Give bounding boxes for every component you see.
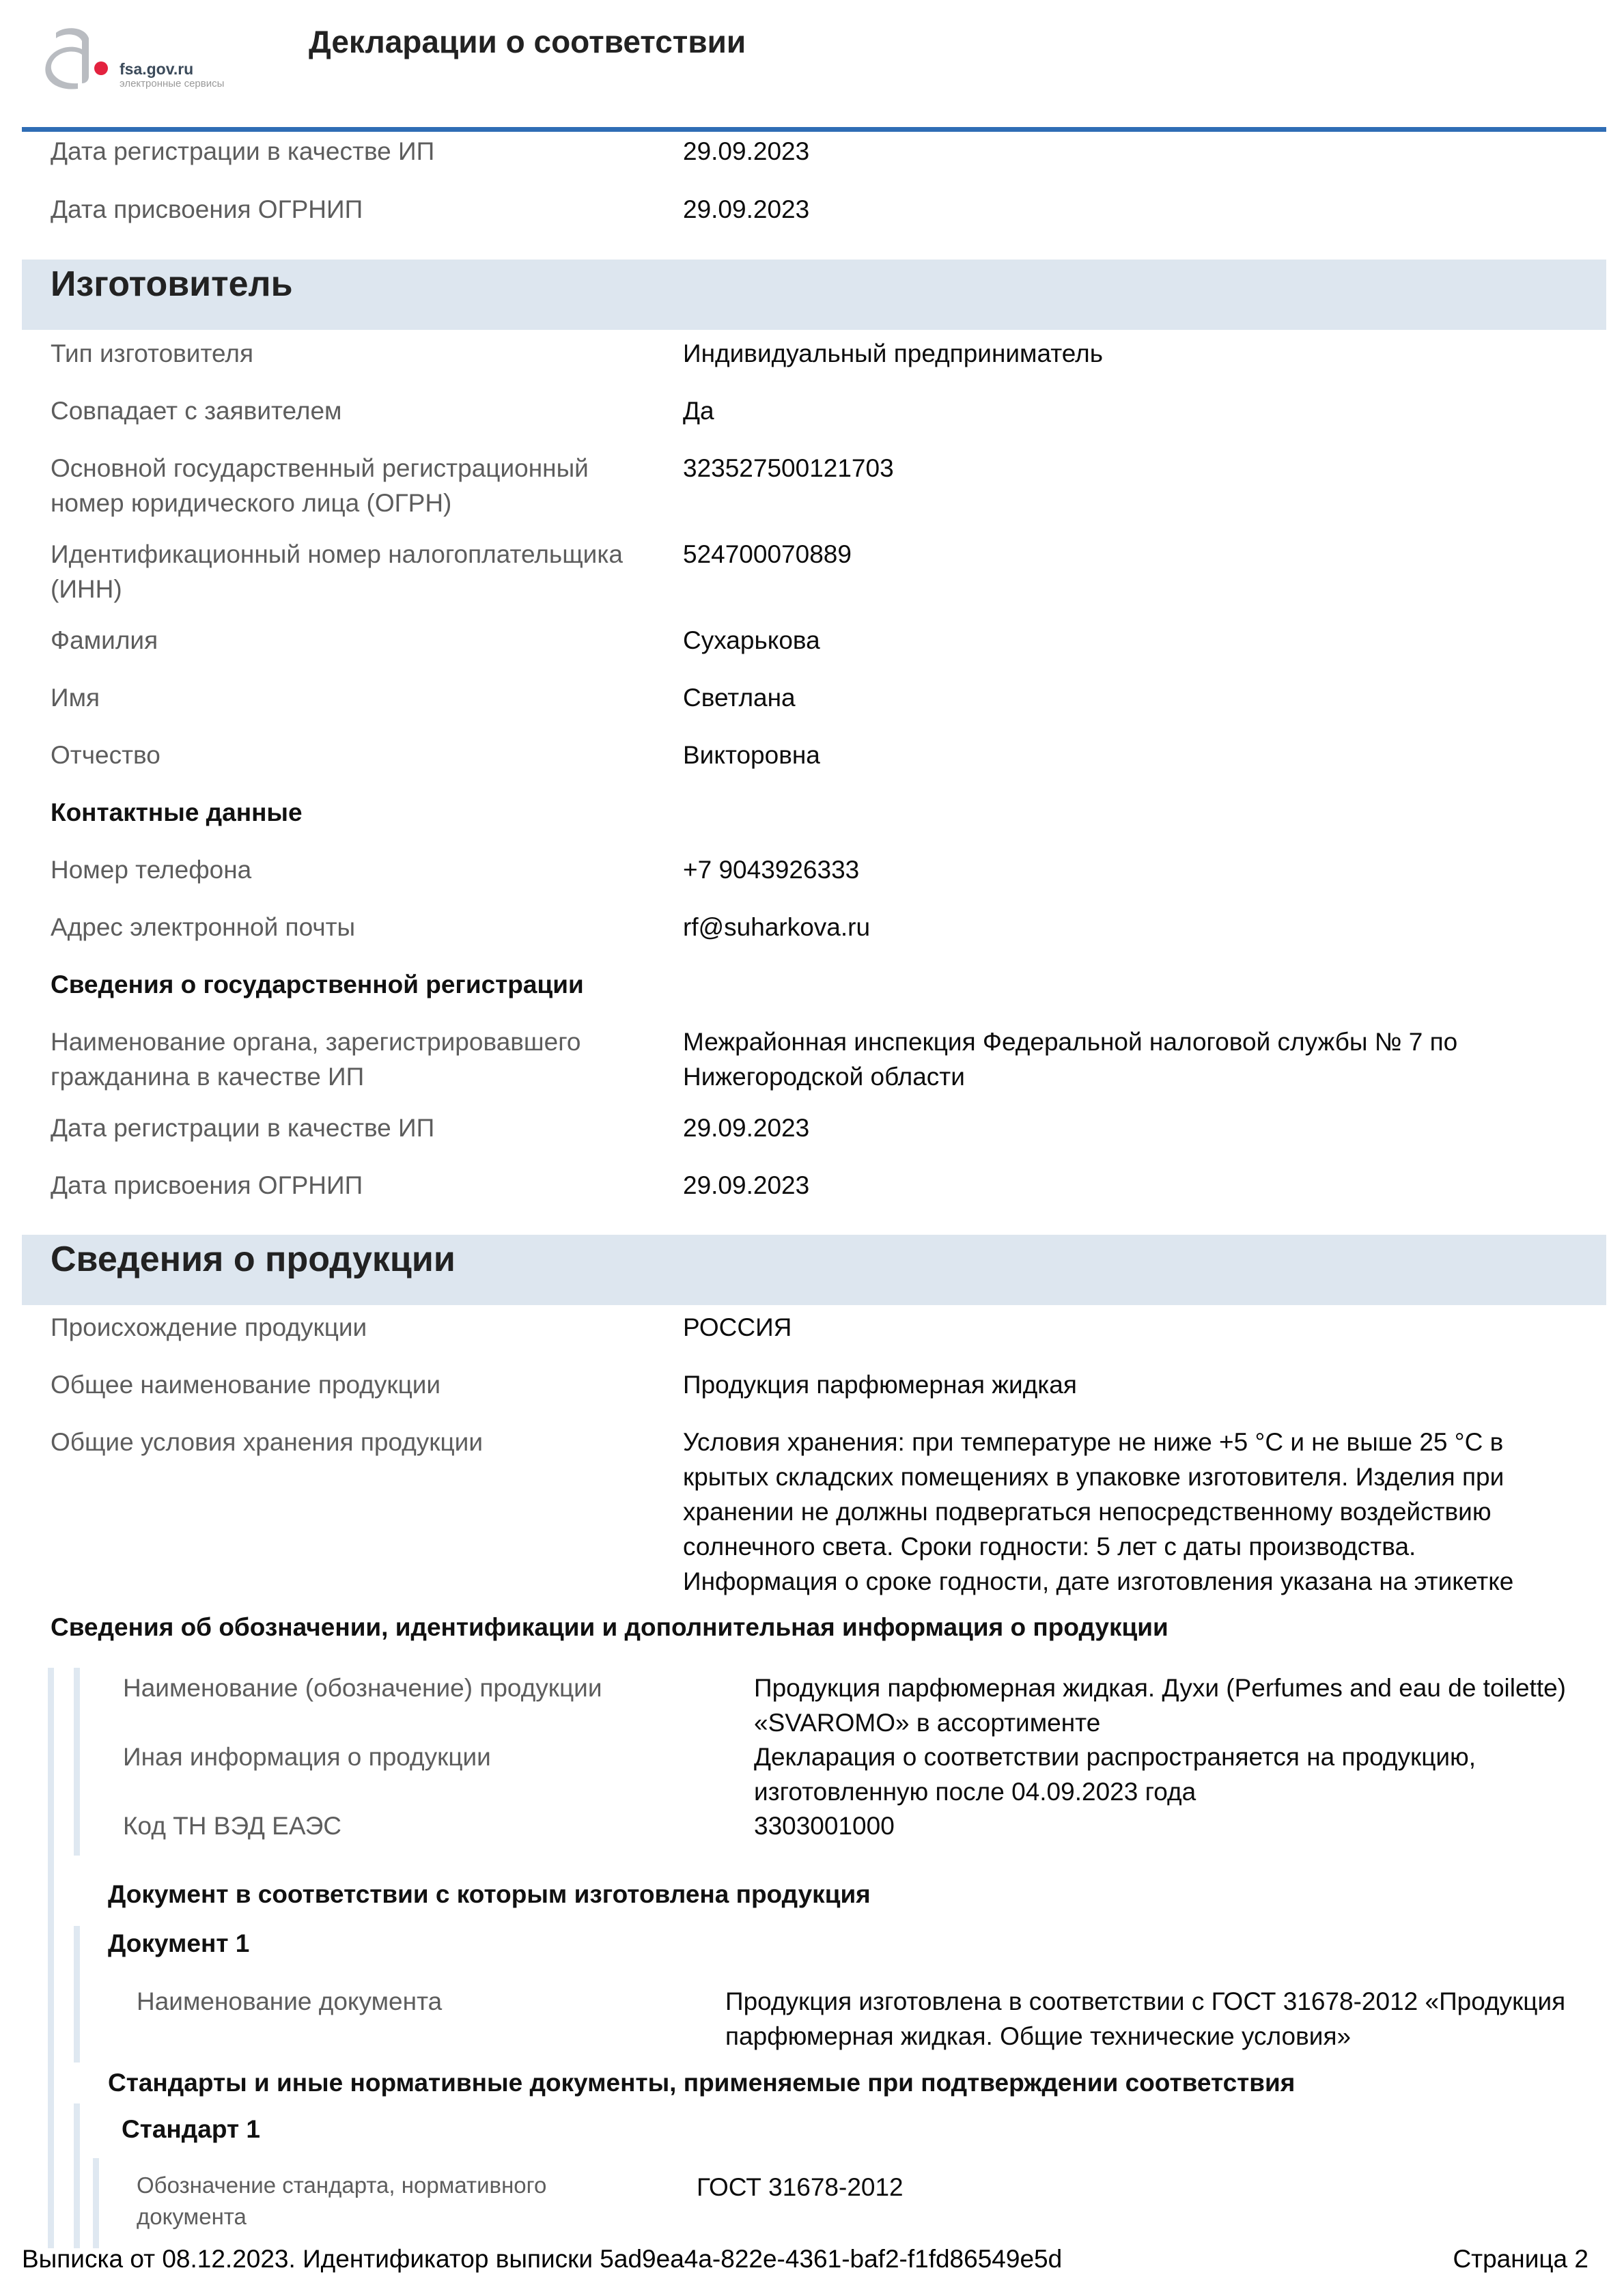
indent-bar-outer [48,1668,54,2248]
manufacturer-section-title: Изготовитель [51,264,293,304]
storage-line-5: Информация о сроке годности, дате изготовления указана на этикетке [683,1567,1514,1595]
state-registration-subtitle: Сведения о государственной регистрации [51,970,584,998]
top-ogrnip-date-value: 29.09.2023 [683,195,810,223]
fsa-logo-icon [44,23,120,92]
ogrn-value: 323527500121703 [683,454,894,482]
surname-label: Фамилия [51,626,158,654]
tn-ved-value: 3303001000 [754,1812,895,1840]
surname-value: Сухарькова [683,626,820,654]
first-name-value: Светлана [683,684,796,712]
standard-designation-label-line2: документа [137,2204,247,2229]
inn-label-line1: Идентификационный номер налогоплательщика [51,540,623,568]
storage-line-3: хранении не должны подвергаться непосредственному воздействию [683,1498,1492,1526]
general-name-value: Продукция парфюмерная жидкая [683,1371,1077,1399]
same-as-applicant-value: Да [683,397,714,425]
other-info-line1: Декларация о соответствии распространяется на продукцию, [754,1743,1476,1771]
general-name-label: Общее наименование продукции [51,1371,441,1399]
identification-subtitle: Сведения об обозначении, идентификации и дополнительная информация о продукции [51,1613,1168,1641]
reg-date-label: Дата регистрации в качестве ИП [51,1114,435,1142]
storage-line-2: крытых складских помещениях в упаковке изготовителя. Изделия при [683,1463,1504,1491]
first-name-label: Имя [51,684,100,712]
header-divider [22,127,1606,132]
other-info-line2: изготовленную после 04.09.2023 года [754,1778,1196,1806]
ogrnip-date-label: Дата присвоения ОГРНИП [51,1171,363,1199]
contacts-subtitle: Контактные данные [51,798,303,826]
ogrn-label-line1: Основной государственный регистрационный [51,454,589,482]
document-name-line2: парфюмерная жидкая. Общие технические условия» [725,2022,1352,2050]
footer-page-number: Страница 2 [1453,2245,1588,2273]
standard-1-title: Стандарт 1 [122,2115,260,2143]
document-1-title: Документ 1 [108,1929,250,1957]
page-title: Декларации о соответствии [309,24,746,59]
product-designation-line1: Продукция парфюмерная жидкая. Духи (Perfumes and eau de toilette) [754,1674,1567,1702]
inn-value: 524700070889 [683,540,852,568]
product-section-title: Сведения о продукции [51,1240,456,1279]
ogrnip-date-value: 29.09.2023 [683,1171,810,1199]
standard-designation-value: ГОСТ 31678-2012 [697,2173,904,2201]
top-reg-date-value: 29.09.2023 [683,137,810,165]
standard-designation-label-line1: Обозначение стандарта, нормативного [137,2172,547,2198]
other-info-label: Иная информация о продукции [123,1743,491,1771]
storage-line-4: солнечного света. Сроки годности: 5 лет с даты производства. [683,1533,1416,1561]
manufacturer-type-value: Индивидуальный предприниматель [683,339,1103,367]
ogrn-label-line2: номер юридического лица (ОГРН) [51,489,452,517]
document-name-line1: Продукция изготовлена в соответствии с ГОСТ 31678-2012 «Продукция [725,1987,1566,2015]
logo-brand: fsa.gov.ru [120,60,194,78]
indent-bar-std [74,2103,80,2248]
tn-ved-label: Код ТН ВЭД ЕАЭС [123,1812,342,1840]
email-value: rf@suharkova.ru [683,913,871,941]
document-name-label: Наименование документа [137,1987,443,2015]
indent-bar-ident [74,1668,80,1856]
same-as-applicant-label: Совпадает с заявителем [51,397,342,425]
origin-label: Происхождение продукции [51,1313,367,1341]
product-designation-label: Наименование (обозначение) продукции [123,1674,602,1702]
patronymic-value: Викторовна [683,741,820,769]
reg-authority-value-line2: Нижегородской области [683,1063,965,1091]
phone-label: Номер телефона [51,856,252,884]
patronymic-label: Отчество [51,741,160,769]
phone-value: +7 9043926333 [683,856,860,884]
reg-authority-value-line1: Межрайонная инспекция Федеральной налоговой службы № 7 по [683,1028,1458,1056]
reg-date-value: 29.09.2023 [683,1114,810,1142]
indent-bar-std-inner [93,2158,99,2248]
storage-label: Общие условия хранения продукции [51,1428,484,1456]
manufacturer-type-label: Тип изготовителя [51,339,253,367]
indent-bar-doc [74,1926,80,2063]
storage-line-1: Условия хранения: при температуре не ниже +5 °С и не выше 25 °С в [683,1428,1504,1456]
reg-authority-label-line2: гражданина в качестве ИП [51,1063,365,1091]
inn-label-line2: (ИНН) [51,575,122,603]
product-designation-line2: «SVAROMO» в ассортименте [754,1709,1101,1737]
email-label: Адрес электронной почты [51,913,356,941]
logo-subtitle: электронные сервисы [120,78,225,89]
origin-value: РОССИЯ [683,1313,792,1341]
top-reg-date-label: Дата регистрации в качестве ИП [51,137,435,165]
top-ogrnip-date-label: Дата присвоения ОГРНИП [51,195,363,223]
reg-authority-label-line1: Наименование органа, зарегистрировавшего [51,1028,581,1056]
footer-extract-info: Выписка от 08.12.2023. Идентификатор выписки 5ad9ea4a-822e-4361-baf2-f1fd86549e5d [22,2245,1063,2273]
standards-subtitle: Стандарты и иные нормативные документы, применяемые при подтверждении соответствия [108,2069,1296,2097]
manufacturing-doc-subtitle: Документ в соответствии с которым изготовлена продукция [108,1880,871,1908]
